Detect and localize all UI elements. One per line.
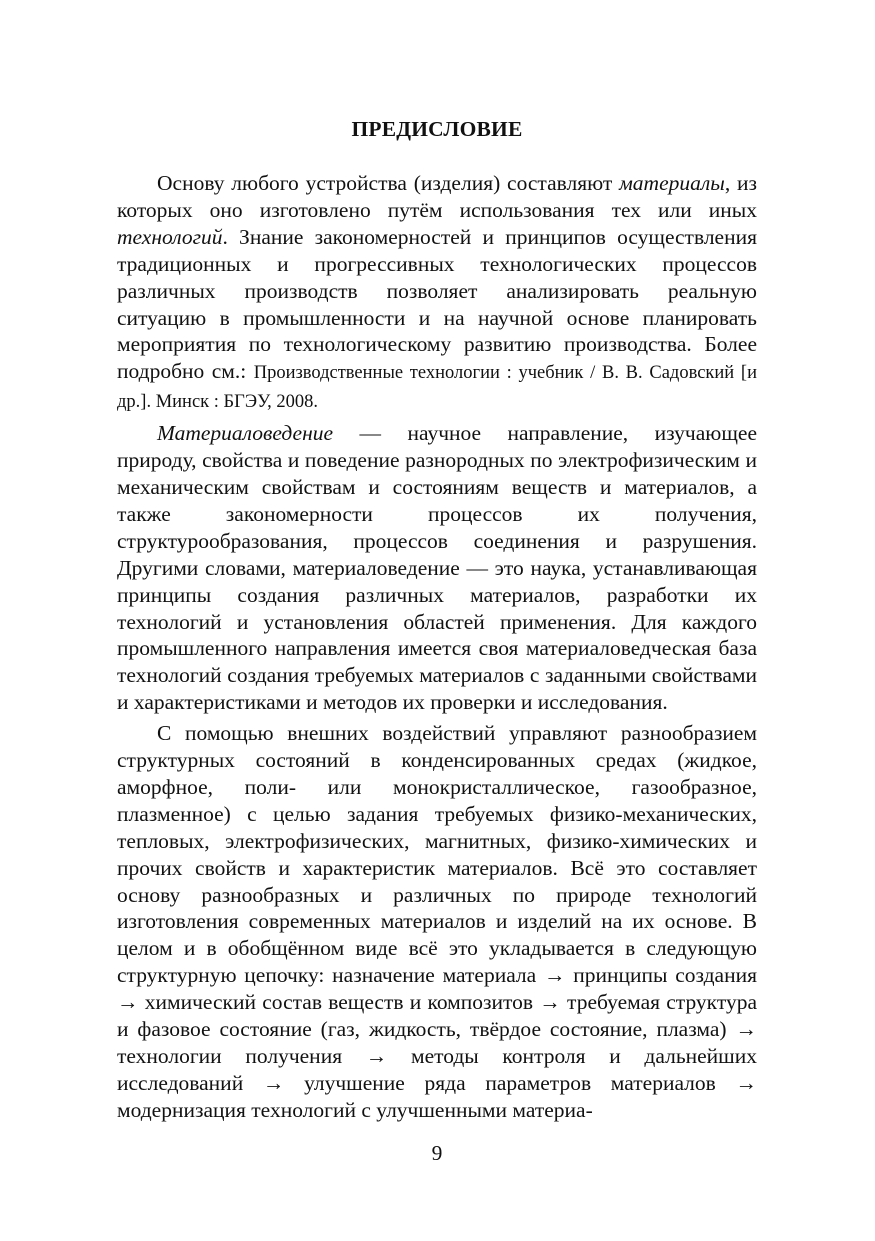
text-run: , из которых оно изготовлено путём использования тех или иных xyxy=(117,171,757,222)
italic-term-materials: материалы xyxy=(619,171,725,195)
paragraph-3 xyxy=(117,720,757,1124)
paragraph-1 xyxy=(117,170,757,416)
text-run: . Знание закономерностей и принципов осуществления традиционных и прогрессивных технологических процессов различных производств позволяет анализировать реальную ситуацию в промышленности и на научной основе планировать мероприятия по технологическому развитию производства. Более подробно см.: xyxy=(117,224,757,384)
text-run: С помощью внешних воздействий управляют разнообразием структурных состояний в конденсированных средах (жидкое, аморфное, поли- или монокристаллическое, газообразное, плазменное) с целью задания требуемых физико-механических, тепловых, электрофизических, магнитных, физико-химических и прочих свойств и характеристик материалов. Всё это составляет основу разнообразных и различных по природе технологий изготовления современных материалов и изделий на их основе. В целом и в обобщённом виде всё это укладывается в следующую структурную цепочку: назначение материала → принципы создания → химический состав веществ и композитов → требуемая структура и фазовое состояние (газ, жидкость, твёрдое состояние, плазма) → технологии получения → методы контроля и дальнейших исследований → улучшение ряда параметров материалов → модернизация технологий с улучшенными материа- xyxy=(117,721,757,1122)
text-run: — научное направление, изучающее природу, свойства и поведение разнородных по электрофизическим и механическим свойствам и состояниям веществ и материалов, а также закономерности процессов их получения, структурообразования, процессов соединения и разрушения. Другими словами, материаловедение — это наука, устанавливающая принципы создания различных материалов, разработки их технологий и установления областей применения. Для каждого промышленного направления имеется своя материаловедческая база технологий создания требуемых материалов с заданными свойствами и характеристиками и методов их проверки и исследования. xyxy=(117,421,757,715)
italic-term-technologies: технологий xyxy=(117,224,223,249)
page-title: ПРЕДИСЛОВИЕ xyxy=(351,117,523,141)
text-run: Основу любого устройства (изделия) составляют xyxy=(157,171,620,195)
body-text xyxy=(117,170,757,1124)
reference-citation: Производственные технологии : учебник / В. В. Садовский [и др.]. Минск : БГЭУ, 2008. xyxy=(117,363,757,413)
italic-term-materials-science: Материаловедение xyxy=(157,421,334,446)
paragraph-2 xyxy=(117,420,757,716)
page-number: 9 xyxy=(431,1141,443,1165)
